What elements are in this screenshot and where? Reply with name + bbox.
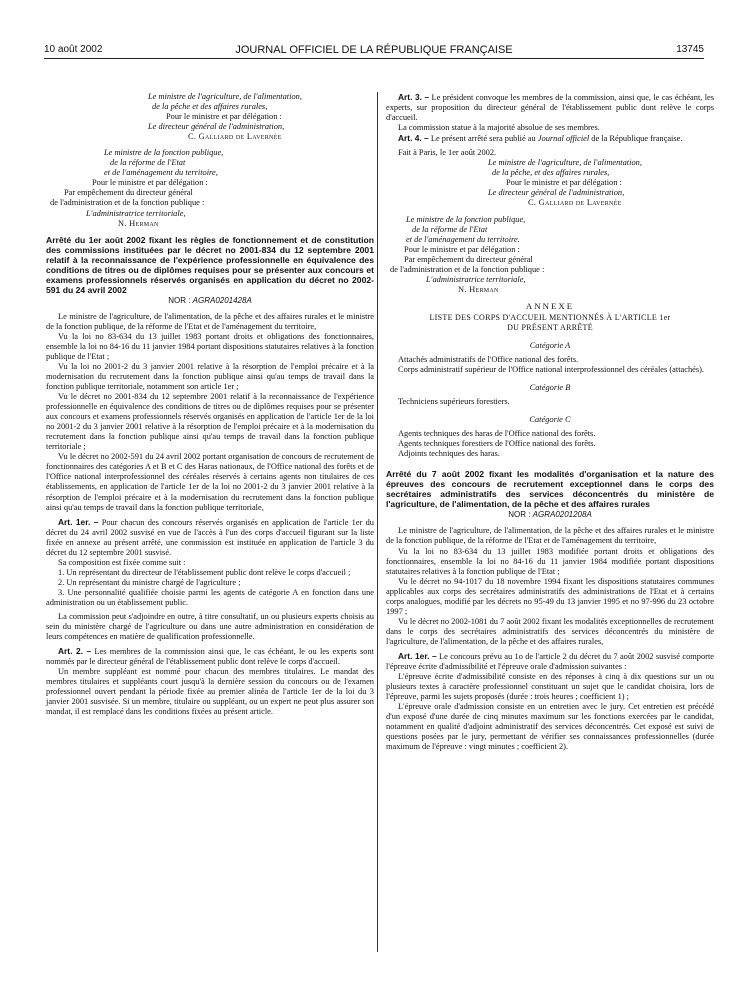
sig-line: Le ministre de la fonction publique, [104,148,224,158]
annexe-heading: ANNEXE [525,300,575,311]
sig-line: Le directeur général de l'administration, [148,122,285,132]
article-1 [386,651,714,672]
sig-line: de la pêche et des affaires rurales, [152,102,268,112]
paragraph: Vu le décret no 94-1017 du 18 novembre 1994 fixant les dispositions statutaires communes applicables aux corps des secrétaires administratifs des administrations de l'Etat et à certains corps analogues, modifié par les décrets no 95-49 du 13 janvier 1995 et no 97-996 du 23 octobre 1997 ; [386,576,714,616]
sig-line: Par empêchement du directeur général [404,254,533,264]
sig-line: Le directeur général de l'administration, [488,188,625,198]
sig-line: Pour le ministre et par délégation : [506,178,622,188]
journal-name: Journal officiel [537,134,590,144]
sig-line: de la réforme de l'Etat [110,158,186,168]
category-b-heading: Catégorie B [529,383,571,393]
column-divider [377,92,378,952]
sig-line: Pour le ministre et par délégation : [404,244,520,254]
signature-block-agriculture [386,158,714,208]
list-item: Techniciens supérieurs forestiers. [398,397,510,407]
list-item: 3. Une personnalité qualifiée choisie parmi les agents de catégorie A en fonction dans une administration ou un établissement public. [46,587,374,607]
article-text: Les membres de la commission ainsi que, le cas échéant, le ou les experts sont nommés par le directeur général de l'établissement public dont relève le corps d'accueil. [46,647,374,667]
nor-reference [386,510,714,520]
paragraph: Vu le décret no 2002-1081 du 7 août 2002 fixant les modalités exceptionnelles de recrutement dans le corps des secrétaires administratifs des services déconcentrés du ministère de l'agriculture, de l'alimentation, de la pêche et des affaires rurales, [386,616,714,646]
sig-line: Le ministre de la fonction publique, [406,214,526,224]
annexe-subtitle-line: LISTE DES CORPS D'ACCUEIL MENTIONNÉS À L'ARTICLE 1er [429,312,671,322]
nor-code: AGRA0201208A [532,510,592,520]
header-page-number: 13745 [676,44,704,55]
article-label: Art. 3. – [398,92,430,102]
paragraph: Vu la loi no 83-634 du 13 juillet 1983 modifiée portant droits et obligations des fonctionnaires, ensemble la loi no 84-16 du 11 janvier 1984 modifiée portant dispositions statutaires relatives à la fonction publique de l'Etat ; [386,546,714,576]
right-column [386,92,714,752]
category-c-heading: Catégorie C [529,415,571,425]
sig-line: L'administratrice territoriale, [426,274,526,284]
list-item: Corps administratif supérieur de l'Office national interprofessionnel des céréales (attachés). [398,365,704,375]
paragraph: Vu la loi no 2001-2 du 3 janvier 2001 relative à la résorption de l'emploi précaire et à la modernisation du recrutement dans la fonction publique ainsi qu'au temps de travail dans la fonction publique territoriale, notamment son article 1er ; [46,361,374,391]
header-journal-title: JOURNAL OFFICIEL DE LA RÉPUBLIQUE FRANÇAISE [235,44,513,56]
sig-line: Pour le ministre et par délégation : [92,178,208,188]
article-2 [46,646,374,667]
article-3 [386,92,714,123]
paragraph: La commission statue à la majorité absolue de ses membres. [398,123,600,133]
header-rule [44,58,704,59]
list-item: 1. Un représentant du directeur de l'établissement public dont relève le corps d'accueil ; [58,567,351,577]
article-label: Art. 4. – [398,133,429,144]
article-text: Pour chacun des concours réservés organisés en application de l'article 1er du décret du 24 avril 2002 susvisé en vue de l'accès à l'un des corps d'accueil figurant sur la liste fixée en annexe au présent arrêté, une commission est instituée en application de l'article 3 du décret du 12 septembre 2001 susvisé. [46,517,374,557]
list-item: Agents techniques forestiers de l'Office national des forêts. [398,439,596,449]
nor-reference [46,296,374,306]
paragraph: Vu la loi no 83-634 du 13 juillet 1983 portant droits et obligations des fonctionnaires, ensemble la loi no 84-16 du 11 janvier 1984 portant dispositions statutaires relatives à la fonction publique de l'Etat ; [46,331,374,361]
list-item: Attachés administratifs de l'Office national des forêts. [398,354,579,364]
sig-line: Pour le ministre et par délégation : [166,112,282,122]
list-item: Adjoints techniques des haras. [398,449,500,459]
header-date: 10 août 2002 [44,44,103,55]
article-label: Art. 2. – [58,646,92,657]
left-column [46,92,374,717]
article-label: Art. 1er. – [398,650,437,661]
paragraph: Le ministre de l'agriculture, de l'alimentation, de la pêche et des affaires rurales et le ministre de la fonction publique, de la réforme de l'Etat et de l'aménagement du territoire, [46,311,374,331]
paragraph: Vu le décret no 2001-834 du 12 septembre 2001 relatif à la reconnaissance de l'expérience professionnelle en équivalence des conditions de titres ou de diplômes requises pour se présenter aux concours et examens professionnels réservés organisés en application de l'article 1er de la loi no 2001-2 du 3 janvier 2001 relative à la résorption de l'emploi précaire et à la modernisation du recrutement dans la fonction publique ainsi qu'au temps de travail dans la fonction publique territoriale ; [46,392,374,452]
nor-code: AGRA0201428A [192,295,252,305]
article-4 [386,133,714,144]
paragraph: Un membre suppléant est nommé pour chacun des membres titulaires. Le mandat des membres titulaires et suppléants court jusqu'à la dernière session du concours ou de l'examen professionnel ouvert pendant la période fixée au premier alinéa de l'article 1er de la loi du 3 janvier 2001 susvisée. Si un membre, titulaire ou suppléant, ou un expert ne peut plus assurer son mandat, il est remplacé dans les conditions fixées au présent article. [46,667,374,717]
decree-title: Arrêté du 1er août 2002 fixant les règles de fonctionnement et de constitution des commissions instituées par le décret no 2001-834 du 12 septembre 2001 relatif à la reconnaissance de l'expérience professionnelle en équivalence des conditions de titres ou de diplômes requises pour se présenter aux concours et examens professionnels réservés organisés en application du décret no 2002-591 du 24 avril 2002 [46,234,374,295]
signature-block-fonction-publique [386,215,714,295]
signatory-name: N. Herman [118,218,159,228]
nor-label: NOR : [168,295,193,305]
article-text: de la République française. [589,134,683,144]
annexe-subtitle [386,313,714,333]
paragraph: Sa composition est fixée comme suit : [58,557,186,567]
category-a-heading: Catégorie A [529,340,571,350]
sig-line: Le ministre de l'agriculture, de l'alimentation, [148,92,302,101]
signatory-name: C. Galliard de Lavernée [188,132,282,142]
signatory-name: N. Herman [458,284,499,294]
article-text: Le concours prévu au 1o de l'article 2 du décret du 7 août 2002 susvisé comporte l'épreuve écrite d'admissibilité et l'épreuve orale d'admission suivantes : [386,651,714,672]
sig-line: et de l'aménagement du territoire, [104,168,218,178]
decree-title: Arrêté du 7 août 2002 fixant les modalités d'organisation et la nature des épreuves des concours de recrutement exceptionnel dans le corps des secrétaires administratifs des services déconcentrés du ministère de l'agriculture, de l'alimentation, de la pêche et des affaires rurales [386,469,714,510]
paragraph: L'épreuve orale d'admission consiste en un entretien avec le jury. Cet entretien est précédé d'un exposé d'une durée de cinq minutes maximum sur les fonctions exercées par le candidat, notamment en qualité d'adjoint administratif des services déconcentrés. Cet exposé est suivi de questions posées par le jury, permettant de vérifier ses connaissances professionnelles (durée maximum de l'épreuve : vingt minutes ; coefficient 2). [386,702,714,752]
signature-block-agriculture [46,92,374,142]
paragraph: L'épreuve écrite d'admissibilité consiste en des réponses à cinq à dix questions sur un ou plusieurs textes à caractère professionnel constituant un sujet que le candidat choisira, lors de l'épreuve, parmi les sujets proposés (durée : trois heures ; coefficient 1) ; [386,672,714,702]
annexe-subtitle-line: DU PRÉSENT ARRÊTÉ [507,322,593,332]
article-1 [46,517,374,558]
signature-block-fonction-publique [46,148,374,228]
signatory-name: C. Galliard de Lavernée [528,198,622,208]
sig-line: Le ministre de l'agriculture, de l'alimentation, [488,158,642,168]
sig-line: de la pêche, et des affaires rurales, [492,168,610,178]
sig-line: L'administratrice territoriale, [86,208,186,218]
sig-line: de l'administration et de la fonction publique : [50,198,205,208]
sig-line: Par empêchement du directeur général [64,188,193,198]
list-item: Agents techniques des haras de l'Office national des forêts. [398,429,596,439]
sig-line: de la réforme de l'Etat [412,224,488,234]
fait-a-paris: Fait à Paris, le 1er août 2002. [398,148,497,158]
paragraph: La commission peut s'adjoindre en outre, à titre consultatif, un ou plusieurs experts choisis au sein du ministère chargé de l'agriculture ou dans une autre administration en considération de leurs compétences en matière de qualification professionnelle. [46,612,374,642]
nor-label: NOR : [508,510,533,520]
article-label: Art. 1er. – [58,516,99,527]
article-text: Le président convoque les membres de la commission, ainsi que, le cas échéant, les experts, sur proposition du directeur général de l'établissement public dont relève le corps d'accueil. [386,93,714,123]
list-item: 2. Un représentant du ministre chargé de l'agriculture ; [58,577,241,587]
paragraph: Le ministre de l'agriculture, de l'alimentation, de la pêche et des affaires rurales et le ministre de la fonction publique, de la réforme de l'Etat et de l'aménagement du territoire, [386,526,714,546]
paragraph: Vu le décret no 2002-591 du 24 avril 2002 portant organisation de concours de recrutement de fonctionnaires des catégories A et B et C des Haras nationaux, de l'Office national des forêts et de l'Office national interprofessionnel des céréales réservés à certains agents non titulaires de ces établissements, en application de l'article 1er de la loi no 2001-2 du 3 janvier 2001 relative à la résorption de l'emploi précaire et à la modernisation du recrutement dans la fonction publique ainsi qu'au temps de travail dans la fonction publique territoriale, [46,452,374,512]
sig-line: et de l'aménagement du territoire. [406,234,520,244]
sig-line: de l'administration et de la fonction publique : [390,264,545,274]
article-text: Le présent arrêté sera publié au [428,134,538,144]
